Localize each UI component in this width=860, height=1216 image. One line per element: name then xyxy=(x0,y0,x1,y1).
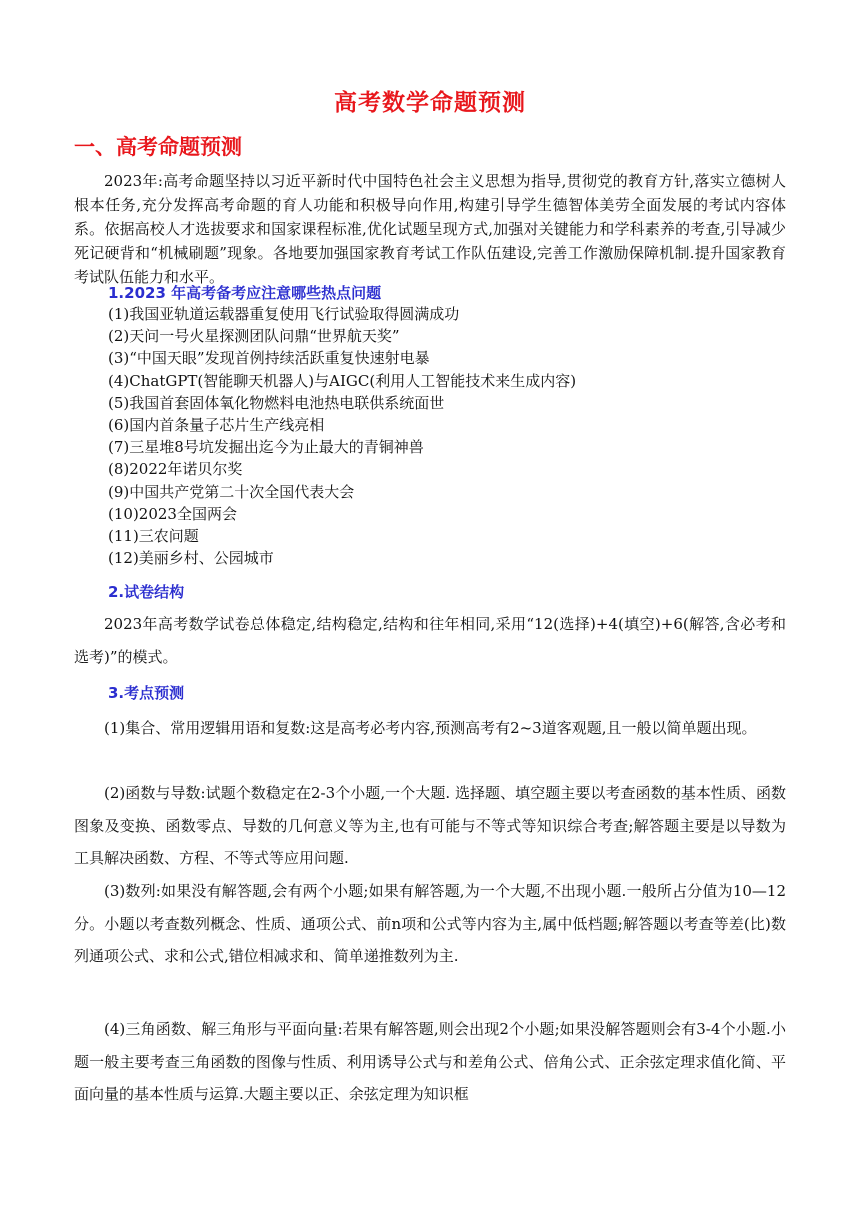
section-heading-prediction: 一、高考命题预测 xyxy=(74,135,242,159)
forecast-heading: 3.考点预测 xyxy=(108,684,185,702)
list-item: (5)我国首套固体氧化物燃料电池热电联供系统面世 xyxy=(108,393,445,412)
list-item: (9)中国共产党第二十次全国代表大会 xyxy=(108,482,355,501)
forecast-item-2: (2)函数与导数:试题个数稳定在2-3个小题,一个大题. 选择题、填空题主要以考查函数的基本性质、函数图象及变换、函数零点、导数的几何意义等为主,也有可能与不等式等知识综合考查;解答题主要是以导数为工具解决函数、方程、不等式等应用问题. xyxy=(74,784,786,867)
list-item: (10)2023全国两会 xyxy=(108,504,237,523)
list-item: (1)我国亚轨道运载器重复使用飞行试验取得圆满成功 xyxy=(108,305,460,323)
list-item: (7)三星堆8号坑发掘出迄今为止最大的青铜神兽 xyxy=(108,438,424,457)
structure-heading: 2.试卷结构 xyxy=(108,583,185,601)
forecast-item-4: (4)三角函数、解三角形与平面向量:若果有解答题,则会出现2个小题;如果没解答题则会有3-4个小题.小题一般主要考查三角函数的图像与性质、利用诱导公式与和差角公式、倍角公式、正余弦定理求值化简、平面向量的基本性质与运算.大题主要以正、余弦定理为知识框 xyxy=(74,1020,786,1103)
list-item: (12)美丽乡村、公园城市 xyxy=(108,549,274,568)
list-item: (11)三农问题 xyxy=(108,526,199,545)
page-title: 高考数学命题预测 xyxy=(334,90,526,116)
hotspots-heading: 1.2023 年高考备考应注意哪些热点问题 xyxy=(108,284,382,302)
forecast-item-1: (1)集合、常用逻辑用语和复数:这是高考必考内容,预测高考有2~3道客观题,且一般以简单题出现。 xyxy=(104,719,757,737)
intro-paragraph: 2023年:高考命题坚持以习近平新时代中国特色社会主义思想为指导,贯彻党的教育方针,落实立德树人根本任务,充分发挥高考命题的育人功能和积极导向作用,构建引导学生德智体美劳全面发展的考试内容体系。依据高校人才选拔要求和国家课程标准,优化试题呈现方式,加强对关键能力和学科素养的考查,引导减少死记硬背和“机械刷题”现象。各地要加强国家教育考试工作队伍建设,完善工作激励保障机制.提升国家教育考试队伍能力和水平。 xyxy=(74,172,786,286)
list-item: (6)国内首条量子芯片生产线亮相 xyxy=(108,415,325,434)
list-item: (3)“中国天眼”发现首例持续活跃重复快速射电暴 xyxy=(108,349,430,368)
list-item: (8)2022年诺贝尔奖 xyxy=(108,460,243,479)
forecast-item-3: (3)数列:如果没有解答题,会有两个小题;如果有解答题,为一个大题,不出现小题.一般所占分值为10—12分。小题以考查数列概念、性质、通项公式、前n项和公式等内容为主,属中低档题;解答题以考查等差(比)数列通项公式、求和公式,错位相减求和、简单递推数列为主. xyxy=(74,882,786,965)
list-item: (2)天问一号火星探测团队问鼎“世界航天奖” xyxy=(108,327,400,346)
structure-paragraph: 2023年高考数学试卷总体稳定,结构稳定,结构和往年相同,采用“12(选择)+4(填空)+6(解答,含必考和选考)”的模式。 xyxy=(74,615,786,666)
list-item: (4)ChatGPT(智能聊天机器人)与AIGC(利用人工智能技术来生成内容) xyxy=(108,371,577,390)
hotspots-list xyxy=(108,303,576,569)
